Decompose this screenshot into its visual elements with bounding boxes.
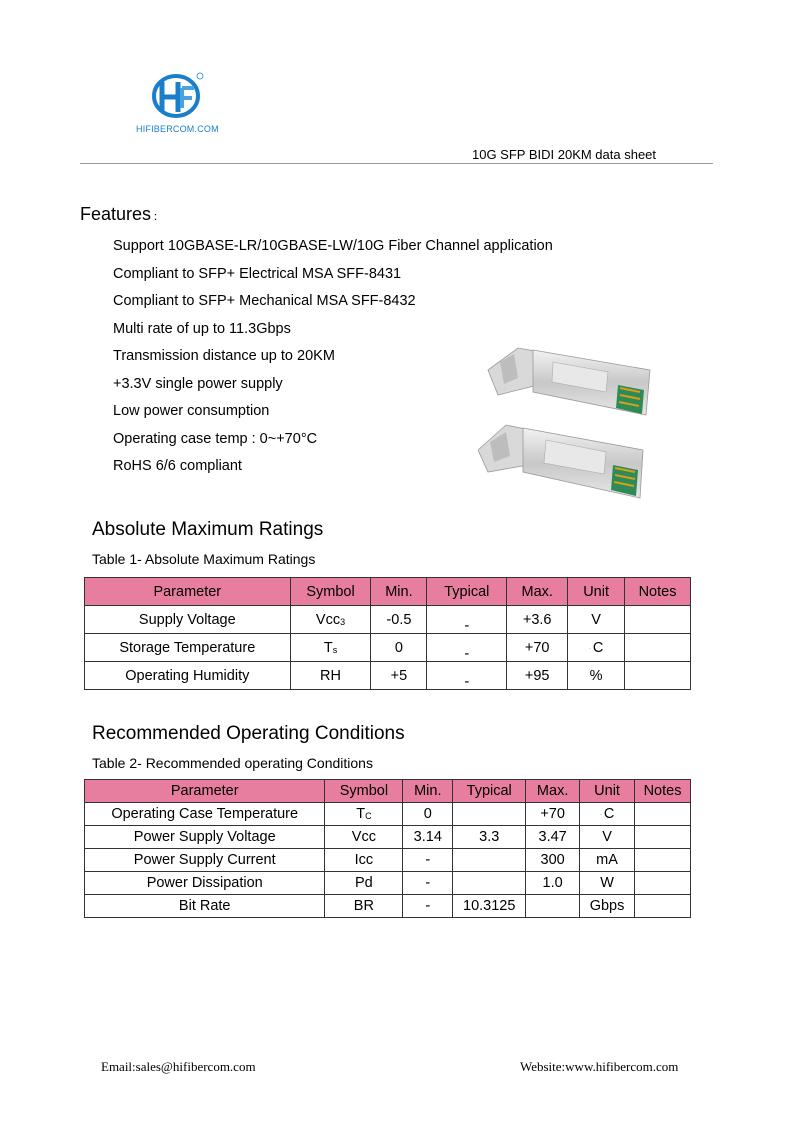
feature-item: Compliant to SFP+ Electrical MSA SFF-8431 xyxy=(113,265,402,282)
cell-max: 300 xyxy=(526,849,580,872)
cell-min: 0 xyxy=(371,634,427,662)
sfp-module-image-bottom xyxy=(478,420,658,500)
recommended-table xyxy=(84,779,691,918)
column-header: Typical xyxy=(453,780,526,803)
feature-item: Multi rate of up to 11.3Gbps xyxy=(113,320,291,337)
feature-item: Transmission distance up to 20KM xyxy=(113,348,335,364)
cell-unit xyxy=(568,634,625,662)
symbol-text: Icc xyxy=(354,852,374,868)
cell-min: +5 xyxy=(371,662,427,690)
column-header: Max. xyxy=(507,578,568,606)
cell-unit: mA xyxy=(580,849,635,872)
feature-item: RoHS 6/6 compliant xyxy=(113,458,242,474)
typical-value: - xyxy=(464,673,470,690)
table-header-row xyxy=(85,578,691,606)
table-row xyxy=(85,826,691,849)
symbol-subscript: 3 xyxy=(340,616,346,627)
cell-notes xyxy=(635,872,691,895)
table-row xyxy=(85,895,691,918)
column-header: Notes xyxy=(625,578,691,606)
header-divider xyxy=(80,163,713,164)
column-header: Parameter xyxy=(85,578,291,606)
column-header: Min. xyxy=(403,780,453,803)
cell-typical xyxy=(453,803,526,826)
column-header: Symbol xyxy=(325,780,403,803)
symbol-text: T xyxy=(323,639,333,656)
table-row xyxy=(85,803,691,826)
cell-min: - xyxy=(403,895,453,918)
cell-typical xyxy=(427,662,507,690)
footer-email[interactable]: Email:sales@hifibercom.com xyxy=(101,1059,256,1074)
footer-website[interactable]: Website:www.hifibercom.com xyxy=(520,1059,679,1074)
feature-item: Support 10GBASE-LR/10GBASE-LW/10G Fiber Channel application xyxy=(113,238,553,254)
cell-parameter: Operating Case Temperature xyxy=(85,803,325,826)
table-header-row xyxy=(85,780,691,803)
cell-notes xyxy=(635,803,691,826)
degree-mark: · xyxy=(599,812,602,818)
table-row xyxy=(85,849,691,872)
column-header: Min. xyxy=(371,578,427,606)
feature-item: Operating case temp : 0~+70°C xyxy=(113,430,318,447)
feature-item: Low power consumption xyxy=(113,403,270,419)
typical-value: - xyxy=(464,617,470,634)
cell-max: +70 xyxy=(507,634,568,662)
table-row xyxy=(85,662,691,690)
degree-mark: · xyxy=(588,645,591,652)
column-header: Notes xyxy=(635,780,691,803)
cell-max: 1.0 xyxy=(526,872,580,895)
column-header: Unit xyxy=(580,780,635,803)
cell-symbol xyxy=(325,826,403,849)
cell-unit: % xyxy=(568,662,625,690)
features-colon: ： xyxy=(153,211,165,223)
cell-parameter: Power Dissipation xyxy=(85,872,325,895)
feature-item: Compliant to SFP+ Mechanical MSA SFF-8432 xyxy=(113,293,416,309)
cell-max: +70 xyxy=(526,803,580,826)
cell-symbol xyxy=(290,606,371,634)
recommended-caption: Table 2- Recommended operating Conditions xyxy=(92,755,373,771)
cell-min: -0.5 xyxy=(371,606,427,634)
cell-parameter: Storage Temperature xyxy=(85,634,291,662)
feature-item: +3.3V single power supply xyxy=(113,375,283,392)
table-row xyxy=(85,606,691,634)
unit-text: C xyxy=(592,639,604,656)
typical-value: - xyxy=(464,645,470,662)
cell-notes xyxy=(625,634,691,662)
features-heading xyxy=(80,204,164,225)
cell-symbol xyxy=(325,895,403,918)
column-header: Unit xyxy=(568,578,625,606)
cell-min: - xyxy=(403,872,453,895)
cell-notes xyxy=(635,895,691,918)
cell-notes xyxy=(625,662,691,690)
recommended-title: Recommended Operating Conditions xyxy=(92,723,405,744)
cell-max: +3.6 xyxy=(507,606,568,634)
symbol-text: RH xyxy=(320,667,341,684)
hifiber-logo-mark xyxy=(132,70,212,126)
cell-max: 3.47 xyxy=(526,826,580,849)
cell-notes xyxy=(635,849,691,872)
symbol-text: BR xyxy=(353,898,374,914)
cell-min: 3.14 xyxy=(403,826,453,849)
cell-unit: V xyxy=(580,826,635,849)
cell-parameter: Bit Rate xyxy=(85,895,325,918)
cell-parameter: Power Supply Current xyxy=(85,849,325,872)
sfp-module-image-top xyxy=(478,340,658,420)
cell-max xyxy=(526,895,580,918)
symbol-subscript: s xyxy=(332,644,338,655)
cell-parameter: Supply Voltage xyxy=(85,606,291,634)
cell-typical xyxy=(453,849,526,872)
column-header: Symbol xyxy=(290,578,371,606)
cell-typical xyxy=(427,634,507,662)
cell-typical: 10.3125 xyxy=(453,895,526,918)
cell-unit: W xyxy=(580,872,635,895)
symbol-text: T xyxy=(356,806,366,822)
document-title: 10G SFP BIDI 20KM data sheet xyxy=(472,147,657,162)
unit-text: C xyxy=(603,806,615,822)
cell-notes xyxy=(625,606,691,634)
symbol-text: Vcc xyxy=(351,829,376,845)
cell-notes xyxy=(635,826,691,849)
cell-symbol xyxy=(325,803,403,826)
column-header: Max. xyxy=(526,780,580,803)
column-header: Typical xyxy=(427,578,507,606)
features-heading-text: Features xyxy=(80,204,152,224)
absolute-max-table xyxy=(84,577,691,690)
cell-parameter: Operating Humidity xyxy=(85,662,291,690)
cell-typical: 3.3 xyxy=(453,826,526,849)
absolute-max-caption: Table 1- Absolute Maximum Ratings xyxy=(92,551,316,567)
table-row xyxy=(85,634,691,662)
cell-min: - xyxy=(403,849,453,872)
symbol-text: Pd xyxy=(355,875,373,891)
cell-symbol xyxy=(325,849,403,872)
cell-typical xyxy=(427,606,507,634)
symbol-subscript: C xyxy=(365,811,372,821)
cell-max: +95 xyxy=(507,662,568,690)
logo-caption: HIFIBERCOM.COM xyxy=(136,124,219,134)
table-row xyxy=(85,872,691,895)
column-header: Parameter xyxy=(85,780,325,803)
cell-unit: V xyxy=(568,606,625,634)
cell-symbol xyxy=(290,634,371,662)
cell-min: 0 xyxy=(403,803,453,826)
cell-unit xyxy=(580,803,635,826)
symbol-text: Vcc xyxy=(315,611,341,628)
cell-parameter: Power Supply Voltage xyxy=(85,826,325,849)
cell-typical xyxy=(453,872,526,895)
cell-unit: Gbps xyxy=(580,895,635,918)
absolute-max-title: Absolute Maximum Ratings xyxy=(92,519,324,540)
cell-symbol xyxy=(325,872,403,895)
cell-symbol xyxy=(290,662,371,690)
